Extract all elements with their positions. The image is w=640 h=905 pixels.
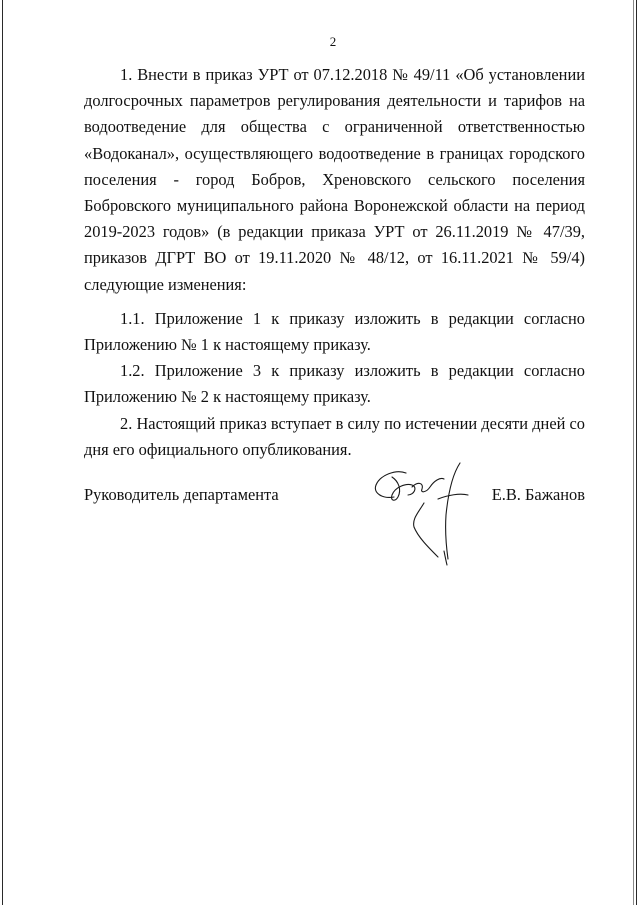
signatory-name: Е.В. Бажанов (491, 485, 585, 504)
signatory-title: Руководитель департамента (84, 485, 279, 504)
scan-edge-right (636, 0, 637, 905)
scan-edge-right-inner (633, 0, 634, 905)
document-body (84, 62, 585, 463)
handwritten-signature (368, 455, 478, 570)
paragraph-spacer (84, 298, 585, 306)
paragraph-item-2: 2. Настоящий приказ вступает в силу по истечении десяти дней со дня его официального опубликования. (84, 413, 585, 459)
scan-edge-left (2, 0, 3, 905)
paragraph-item-1-1: 1.1. Приложение 1 к приказу изложить в редакции согласно Приложению № 1 к настоящему приказу. (84, 308, 585, 355)
page-number: 2 (329, 34, 337, 49)
paragraph-item-1-2: 1.2. Приложение 3 к приказу изложить в редакции согласно Приложению № 2 к настоящему приказу. (84, 361, 585, 407)
paragraph-item-1: 1. Внести в приказ УРТ от 07.12.2018 № 49/11 «Об установлении долгосрочных параметров регулирования деятельности и тарифов на водоотведение для общества с ограниченной ответственностью «Водоканал», осуществляющего водоотведение в границах городского поселения - город Бобров, Хреновского сельского поселения Бобровского муниципального района Воронежской области на период 2019-2023 годов» (в редакции приказа УРТ от 26.11.2019 № 47/39, приказов ДГРТ ВО от 19.11.2020 № 48/12, от 16.11.2021 № 59/4) следующие изменения: (84, 65, 585, 294)
